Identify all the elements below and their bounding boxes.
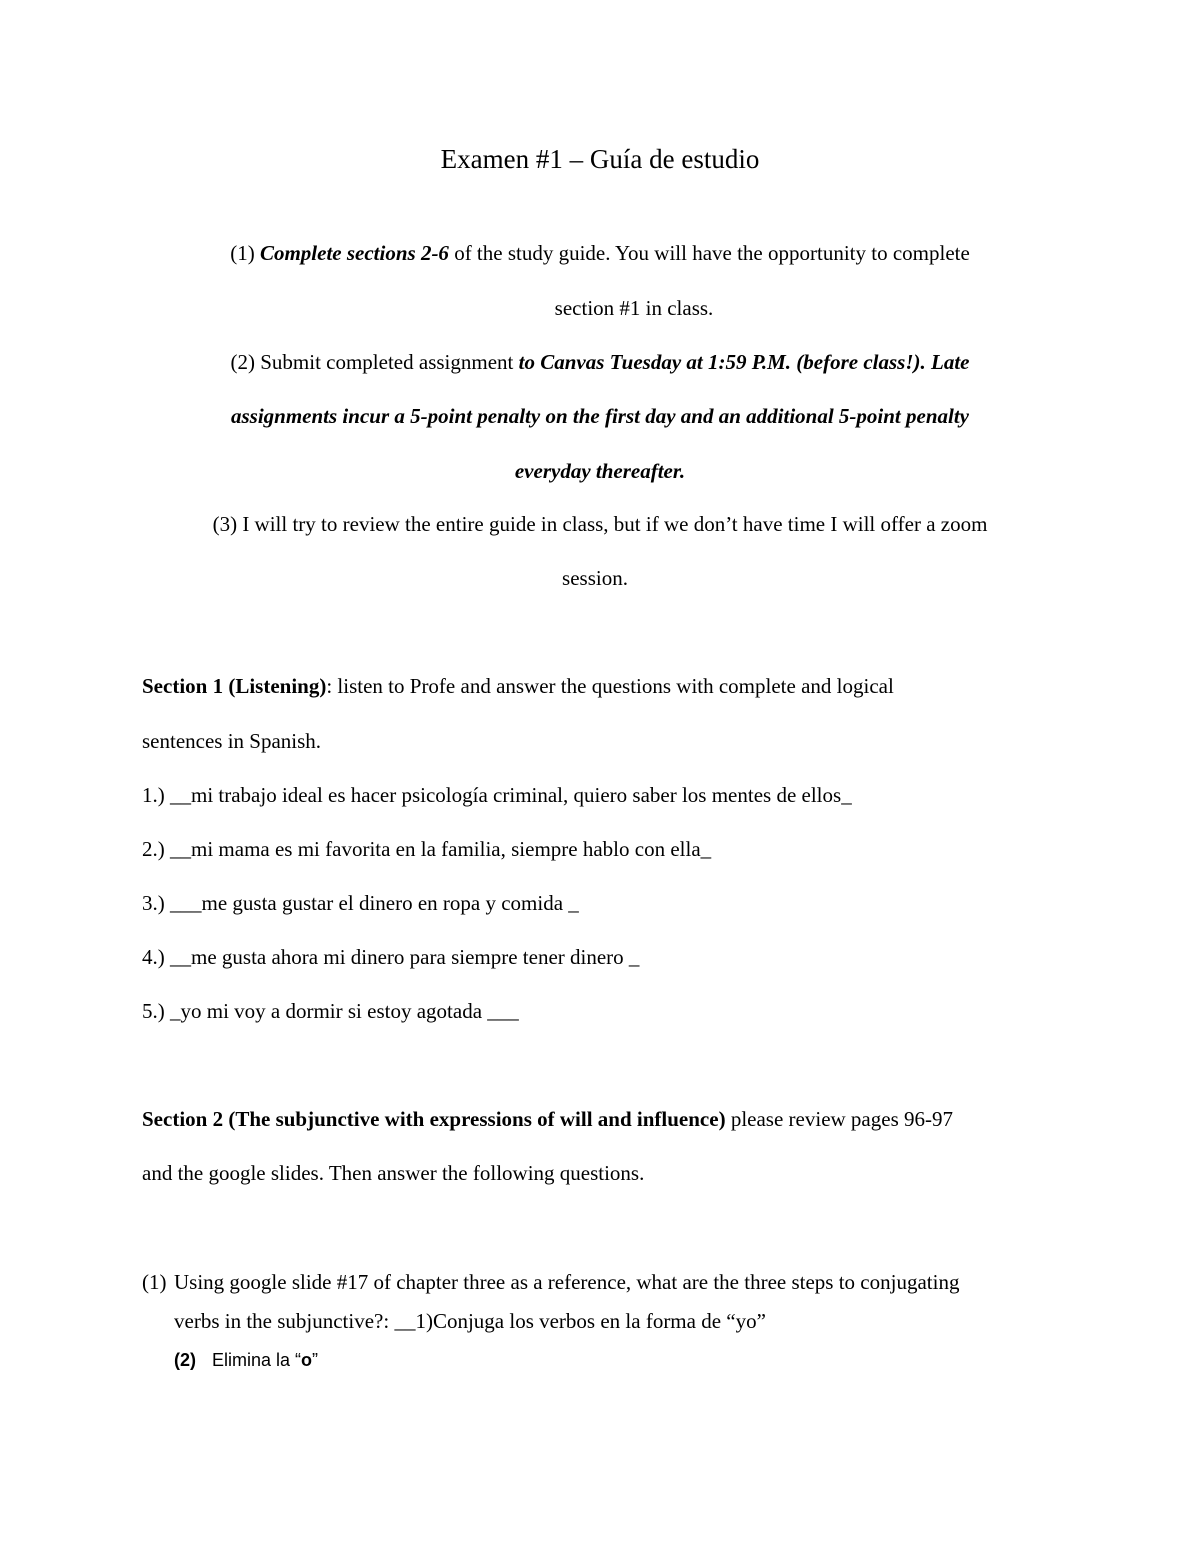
- section-1-text: : listen to Profe and answer the questions with complete and logical: [326, 674, 894, 698]
- instruction-3-line-1: (3) I will try to review the entire guide in class, but if we don’t have time I will offer a zoom: [212, 512, 988, 536]
- section-2-heading: Section 2 (The subjunctive with expressions of will and influence): [142, 1107, 726, 1131]
- question-2-text: Elimina la “: [212, 1350, 302, 1370]
- instruction-3-line-2: session.: [562, 566, 628, 590]
- section-2-intro: [142, 1106, 953, 1132]
- answer-5: 5.) _yo mi voy a dormir si estoy agotada ___: [142, 999, 519, 1023]
- instruction-2-bold-3: ). Late: [913, 350, 970, 374]
- answer-2: 2.) __mi mama es mi favorita en la familia, siempre hablo con ella_: [142, 837, 712, 861]
- answer-3: 3.) ___me gusta gustar el dinero en ropa y comida _: [142, 891, 579, 915]
- question-2-end: ”: [312, 1350, 319, 1370]
- section-2-text: please review pages 96-97: [725, 1107, 953, 1131]
- question-1-text: Using google slide #17 of chapter three as a reference, what are the three steps to conjugating: [174, 1270, 960, 1294]
- instruction-1-number: (1): [230, 241, 260, 265]
- instruction-1-line-1: [0, 240, 1200, 266]
- instruction-2-bold-2: before class!: [803, 350, 914, 374]
- question-1-line-2: verbs in the subjunctive?: __1)Conjuga los verbos en la forma de “yo”: [174, 1309, 766, 1333]
- instruction-1-text: of the study guide. You will have the opportunity to complete: [448, 241, 970, 265]
- question-1-number: (1): [142, 1270, 167, 1294]
- question-1-line-1: [142, 1269, 959, 1295]
- question-2-number: (2): [174, 1350, 196, 1370]
- section-1-heading: Section 1 (Listening): [142, 674, 327, 698]
- answer-1: 1.) __mi trabajo ideal es hacer psicología criminal, quiero saber los mentes de ellos_: [142, 783, 852, 807]
- instruction-2-line-1: [0, 349, 1200, 375]
- instruction-1-line-2: section #1 in class.: [554, 296, 714, 320]
- instruction-2-line-2: assignments incur a 5-point penalty on the first day and an additional 5-point penalty: [230, 404, 969, 428]
- question-2-bold: o: [301, 1350, 313, 1370]
- answer-4: 4.) __me gusta ahora mi dinero para siempre tener dinero _: [142, 945, 640, 969]
- page-title: Examen #1 – Guía de estudio: [440, 144, 760, 174]
- instruction-2-text: (2) Submit completed assignment: [230, 350, 519, 374]
- section-1-intro: [142, 673, 894, 699]
- instruction-1-bold: Complete sections 2-6: [259, 241, 449, 265]
- section-2-text-2: and the google slides. Then answer the following questions.: [142, 1161, 645, 1185]
- instruction-2-bold-1: to Canvas Tuesday at 1:59 P.M. (: [518, 350, 804, 374]
- instruction-2-line-3: everyday thereafter.: [514, 459, 686, 483]
- question-2-line: [174, 1347, 318, 1373]
- section-1-text-2: sentences in Spanish.: [142, 729, 322, 753]
